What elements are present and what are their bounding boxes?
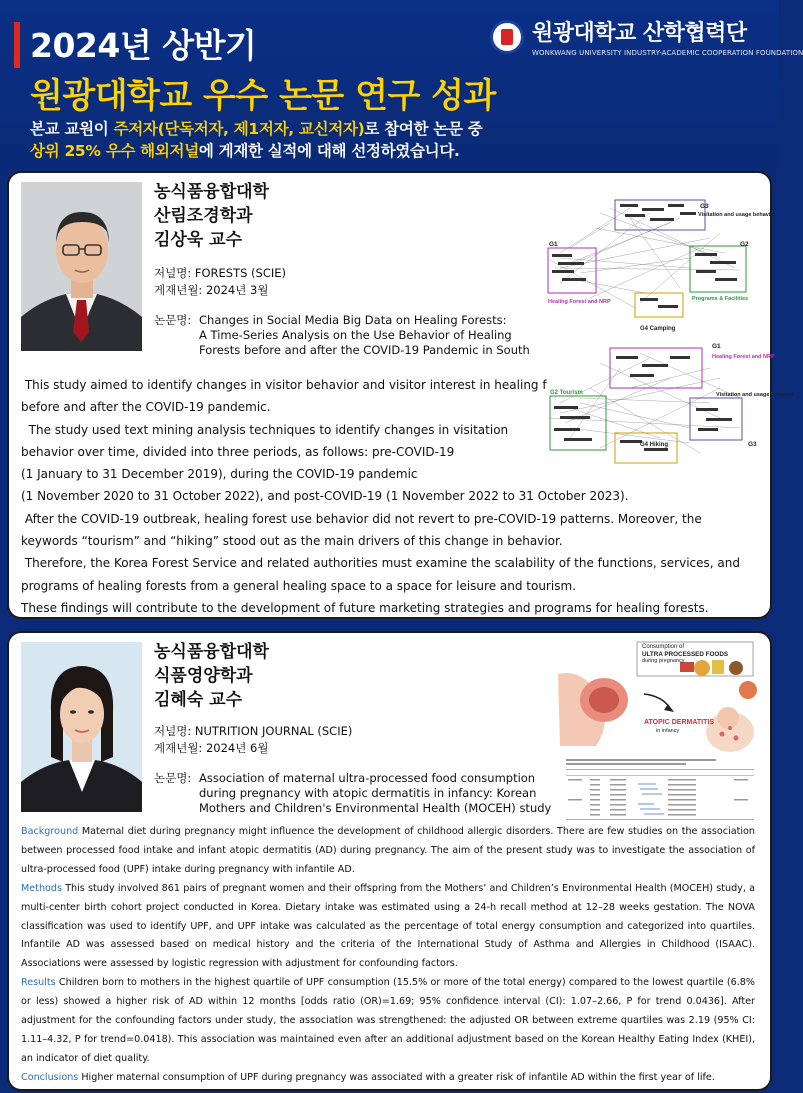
abstract-methods — [21, 880, 755, 975]
page-title-line1: 2024년 상반기 — [30, 26, 257, 65]
paper-title-2-line: during pregnancy with atopic dermatitis in infancy: Korean — [199, 786, 537, 800]
professor-name-1: 김상욱 교수 — [154, 230, 243, 250]
abstract-1-line: After the COVID-19 outbreak, healing forest use behavior did not revert to pre-COVID-19 patterns. Moreover, the — [21, 511, 702, 526]
fig2-label: ULTRA PROCESSED FOODS — [642, 651, 729, 658]
intro-line1-highlight: 주저자(단독저자, 제1저자, 교신저자) — [113, 120, 365, 138]
college-name-2: 농식품융합대학 — [154, 642, 269, 662]
fig1-label: G2 Tourism — [550, 390, 583, 396]
org-logo — [482, 16, 803, 66]
paper-title-1-line: Changes in Social Media Big Data on Healing Forests: — [199, 313, 507, 327]
fig1-label: G3 — [748, 441, 757, 448]
department-name-1: 산림조경학과 — [154, 206, 253, 226]
fig1-label: G1 — [712, 343, 721, 350]
fig2-label: Consumption of — [642, 644, 685, 650]
abstract-results — [21, 974, 755, 1069]
paper-title-2-line: Association of maternal ultra-processed food consumption — [199, 771, 536, 785]
abstract-1-line: This study aimed to identify changes in visitor behavior and visitor interest in healing f — [21, 378, 547, 392]
fig1-label: Visitation and usage behavior — [698, 212, 776, 218]
paper-title-label-1: 논문명: — [154, 313, 192, 327]
fig1-label: G4 Hiking — [640, 442, 669, 448]
results-label: Results — [21, 977, 56, 989]
professor-photo-2 — [21, 642, 142, 812]
abstract-1-line: keywords “tourism” and “hiking” stood out as the main drivers of this change in behavior. — [21, 534, 563, 549]
abstract-1-line: The study used text mining analysis techniques to identify changes in visitation — [21, 422, 509, 437]
paper-title-1-line: A Time-Series Analysis on the Use Behavior of Healing — [199, 328, 512, 342]
conclusions-label: Conclusions — [21, 1071, 79, 1083]
org-name-en: WONKWANG UNIVERSITY INDUSTRY-ACADEMIC COOPERATION FOUNDATION — [532, 49, 803, 57]
fig1-label: Healing Forest and NRP — [712, 354, 775, 360]
fig1-label: Visitation and usage behavior — [716, 392, 794, 398]
paper-title-1-line: Forests before and after the COVID-19 Pandemic in South — [199, 343, 530, 357]
published-date-1: 게재년월: 2024년 3월 — [154, 283, 269, 297]
odds-ratio-table-figure — [564, 757, 756, 823]
org-name-ko: 원광대학교 산학협력단 — [532, 21, 747, 46]
fig1-label: G4 Camping — [640, 326, 676, 332]
abstract-1-line: (1 January to 31 December 2019), during the COVID-19 pandemic — [21, 467, 418, 482]
fig1-label: G2 — [740, 241, 749, 248]
paper-title-2-line: Mothers and Children's Environmental Health (MOCEH) study — [199, 801, 552, 815]
abstract-1-line: (1 November 2020 to 31 October 2022), and post-COVID-19 (1 November 2022 to 31 October 2023). — [21, 489, 629, 504]
journal-name-1: 저널명: FORESTS (SCIE) — [154, 266, 287, 280]
abstract-1-line: behavior over time, divided into three periods, as follows: pre-COVID-19 — [21, 444, 455, 459]
college-name-1: 농식품융합대학 — [154, 182, 269, 202]
paper-card-1 — [7, 171, 794, 619]
intro-line2-highlight: 상위 25% 우수 해외저널 — [30, 142, 199, 160]
header-banner — [0, 0, 803, 170]
intro-line1-c: 로 참여한 논문 중 — [364, 120, 483, 138]
abstract-1-line: programs of healing forests from a general healing space to a space for leisure and tourism. — [21, 578, 576, 593]
paper-abstract-2 — [21, 823, 755, 1088]
fig2-label: during pregnancy — [642, 658, 685, 664]
journal-name-2: 저널명: NUTRITION JOURNAL (SCIE) — [154, 724, 353, 738]
conclusions-text: Higher maternal consumption of UPF during pregnancy was associated with a greater risk of infantile AD within the first year of life. — [78, 1071, 715, 1083]
intro-line1-a: 본교 교원이 — [30, 120, 114, 138]
abstract-1-line: before and after the COVID-19 pandemic. — [21, 400, 271, 415]
abstract-1-line: Therefore, the Korea Forest Service and related authorities must examine the scalability of the functions, services, and — [21, 556, 740, 571]
published-date-2: 게재년월: 2024년 6월 — [154, 741, 269, 755]
background-label: Background — [21, 826, 79, 837]
fig2-label: in infancy — [656, 728, 680, 734]
results-text: Children born to mothers in the highest quartile of UPF consumption (15.5% or more of the total energy) compared to the lowest quartile (6.8% or less) showed a higher risk of AD within 12 months [odds ratio (OR)=1.69; 95% confidence interval (CI): 1.07–2.66, P for trend 0.0436]. After adjustment for the confounding factors under study, the association was strengthened: the adjusted OR between extreme quartiles was 2.19 (95% CI: 1.11–4.32, P for trend=0.0418). This association was maintained even after an additional adjustment based on the Korean Healthy Eating Index (KHEI), an indicator of diet quality. — [21, 977, 755, 1064]
abstract-1-line: These findings will contribute to the development of future marketing strategies and programs for healing forests. — [21, 600, 709, 615]
fig1-label: Healing Forest and NRP — [548, 299, 611, 305]
fig1-label: G3 — [700, 203, 709, 210]
intro-text — [30, 118, 482, 162]
methods-text: This study involved 861 pairs of pregnant women and their offspring from the Mothers’ and Children’s Environmental Health (MOCEH) study, a multi-center birth cohort project conducted in Korea. Dietary intake was estimated using a 24-h recall method at 12–28 weeks gestation. The NOVA classification was used to identify UPF, and UPF intake was calculated as the percentage of total energy consumption and categorized into quartiles. Infantile AD was assessed based on medical history and the criteria of the International Study of Asthma and Allergies in Childhood (ISAAC). Associations were assessed by logistic regression with adjustment for confounding factors. — [21, 882, 755, 970]
university-emblem-icon — [490, 20, 524, 54]
professor-photo-1 — [21, 182, 142, 351]
intro-line2-b: 에 게재한 실적에 대해 선정하였습니다. — [198, 142, 460, 160]
paper-title-label-2: 논문명: — [154, 771, 192, 785]
background-text: Maternal diet during pregnancy might influence the development of childhood allergic disorders. There are few studies on the association between processed food intake and infant atopic dermatitis (AD) during pregnancy. The aim of the present study was to investigate the association of ultra-processed food (UPF) intake during pregnancy with infantile AD. — [21, 826, 755, 875]
fig1-label: G1 — [549, 241, 558, 248]
upf-dermatitis-figure — [552, 638, 758, 754]
page-title-line2: 원광대학교 우수 논문 연구 성과 — [30, 76, 496, 116]
fig2-label: ATOPIC DERMATITIS — [644, 719, 714, 726]
department-name-2: 식품영양학과 — [154, 666, 253, 686]
title-accent-bar — [14, 22, 20, 68]
methods-label: Methods — [21, 882, 62, 894]
paper-card-2 — [7, 631, 772, 1091]
fig1-label: Programs & Facilities — [692, 296, 749, 302]
abstract-background — [21, 823, 755, 880]
professor-name-2: 김혜숙 교수 — [154, 690, 243, 710]
abstract-conclusions — [21, 1069, 755, 1088]
paper-abstract-1 — [21, 374, 761, 619]
